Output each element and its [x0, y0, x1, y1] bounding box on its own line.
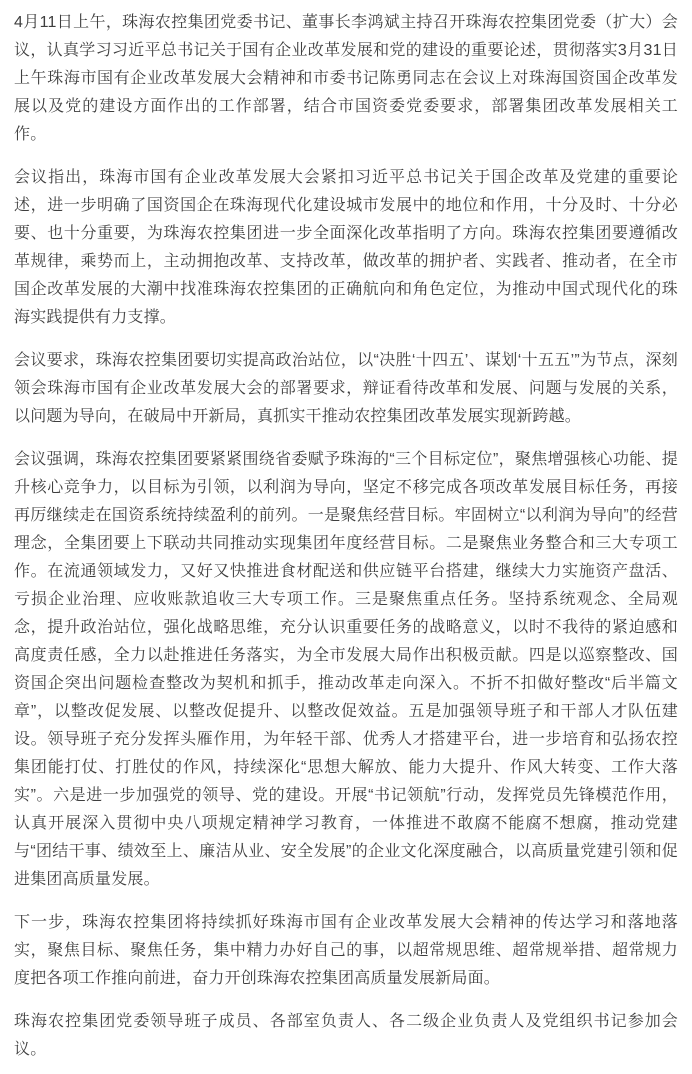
paragraph-meeting-intro: 4月11日上午，珠海农控集团党委书记、董事长李鸿斌主持召开珠海农控集团党委（扩大）会议，认真学习习近平总书记关于国有企业改革发展和党的建设的重要论述，贯彻落实3月31日上午珠海市国有企业改革发展大会精神和市委书记陈勇同志在会议上对珠海国资国企改革发展以及党的建设方面作出的工作部署，结合市国资委党委要求，部署集团改革发展相关工作。 — [14, 14, 678, 143]
paragraph-attendees: 珠海农控集团党委领导班子成员、各部室负责人、各二级企业负责人及党组织书记参加会议。 — [14, 1013, 678, 1058]
paragraph-meeting-pointed-out: 会议指出，珠海市国有企业改革发展大会紧扣习近平总书记关于国企改革及党建的重要论述，进一步明确了国资国企在珠海现代化建设城市发展中的地位和作用，十分及时、十分必要、也十分重要，为珠海农控集团进一步全面深化改革指明了方向。珠海农控集团要遵循改革规律，乘势而上，主动拥抱改革、支持改革，做改革的拥护者、实践者、推动者，在全市国企改革发展的大潮中找准珠海农控集团的正确航向和角色定位，为推动中国式现代化的珠海实践提供有力支撑。 — [14, 169, 678, 326]
paragraph-next-steps: 下一步，珠海农控集团将持续抓好珠海市国有企业改革发展大会精神的传达学习和落地落实，聚焦目标、聚焦任务，集中精力办好自己的事，以超常规思维、超常规举措、超常规力度把各项工作推向前进，奋力开创珠海农控集团高质量发展新局面。 — [14, 914, 678, 987]
paragraph-meeting-requirements: 会议要求，珠海农控集团要切实提高政治站位，以“决胜‘十四五’、谋划‘十五五’”为节点，深刻领会珠海市国有企业改革发展大会的部署要求，辩证看待改革和发展、问题与发展的关系，以问题为导向，在破局中开新局，真抓实干推动农控集团改革发展实现新跨越。 — [14, 352, 678, 425]
paragraph-meeting-emphasis: 会议强调，珠海农控集团要紧紧围绕省委赋予珠海的“三个目标定位”，聚焦增强核心功能、提升核心竞争力，以目标为引领，以利润为导向，坚定不移完成各项改革发展目标任务，再接再厉继续走在国资系统持续盈利的前列。一是聚焦经营目标。牢固树立“以利润为导向”的经营理念，全集团要上下联动共同推动实现集团年度经营目标。二是聚焦业务整合和三大专项工作。在流通领域发力，又好又快推进食材配送和供应链平台搭建，继续大力实施资产盘活、亏损企业治理、应收账款追收三大专项工作。三是聚焦重点任务。坚持系统观念、全局观念，提升政治站位，强化战略思维，充分认识重要任务的战略意义，以时不我待的紧迫感和高度责任感，全力以赴推进任务落实，为全市发展大局作出积极贡献。四是以巡察整改、国资国企突出问题检查整改为契机和抓手，推动改革走向深入。不折不扣做好整改“后半篇文章”，以整改促发展、以整改促提升、以整改促效益。五是加强领导班子和干部人才队伍建设。领导班子充分发挥头雁作用，为年轻干部、优秀人才搭建平台，进一步培育和弘扬农控集团能打仗、打胜仗的作风，持续深化“思想大解放、能力大提升、作风大转变、工作大落实”。六是进一步加强党的领导、党的建设。开展“书记领航”行动，发挥党员先锋模范作用，认真开展深入贯彻中央八项规定精神学习教育，一体推进不敢腐不能腐不想腐，推动党建与“团结干事、绩效至上、廉洁从业、安全发展”的企业文化深度融合，以高质量党建引领和促进集团高质量发展。 — [14, 451, 678, 888]
